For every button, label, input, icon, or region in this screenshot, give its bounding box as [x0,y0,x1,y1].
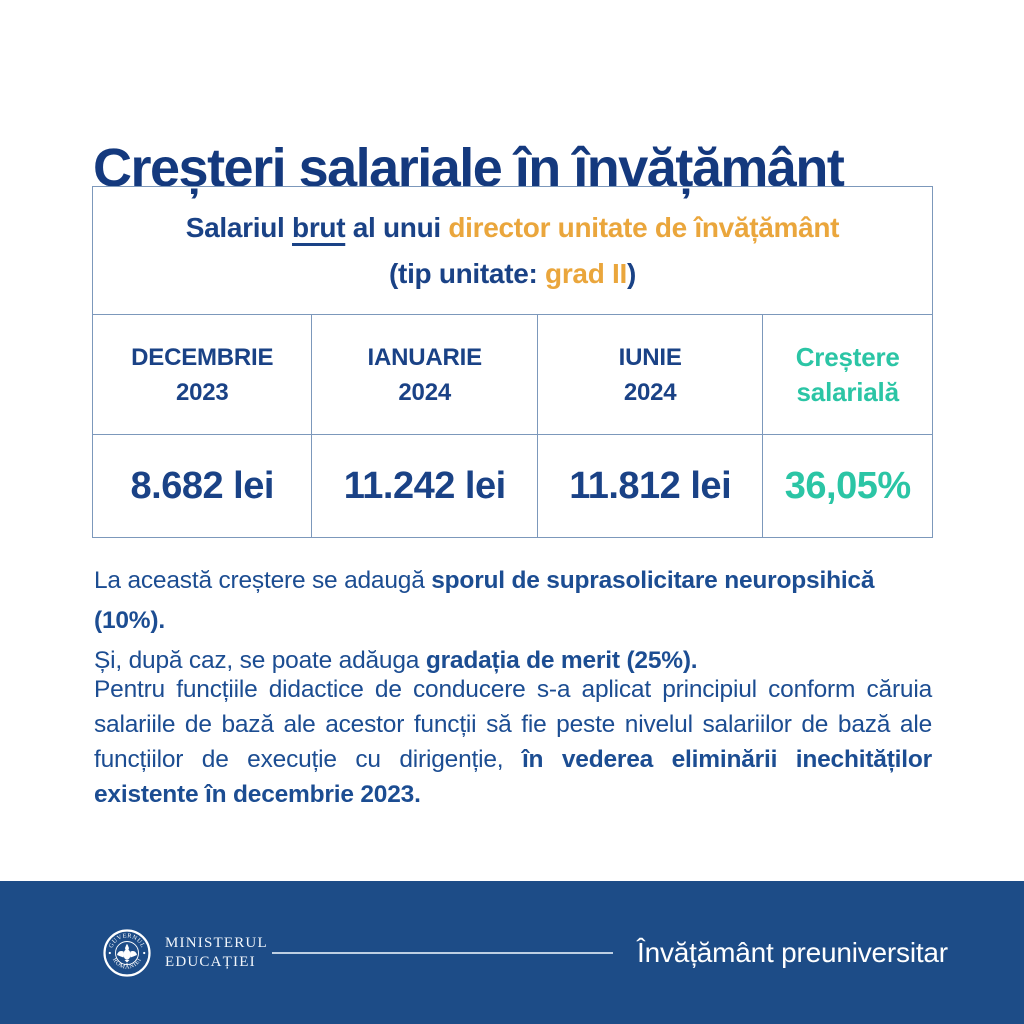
guvernul-romaniei-seal-icon [103,929,151,977]
value-ianuarie-2024: 11.242 lei [311,434,536,537]
svg-text:ROMÂNIEI: ROMÂNIEI [110,956,144,971]
eagle-emblem [117,944,137,963]
salary-table [92,186,933,538]
salary-table-title-line2: (tip unitate: grad II) [389,257,636,289]
column-header-crestere-salariala: Creștere salarială [762,315,932,434]
salary-table-title [93,187,932,315]
page-title: Creșteri salariale în învățământ [93,138,844,199]
column-header-decembrie-2023: DECEMBRIE 2023 [131,343,274,406]
footer-divider-line [272,952,613,954]
salary-table-title-line1: Salariul brut al unui director unitate de învățământ [185,211,840,243]
column-header-iunie-2024: IUNIE 2024 [537,315,762,434]
paragraph-sporuri [94,561,934,681]
value-iunie-2024: 11.812 lei [537,434,762,537]
paragraph-principiu: Pentru funcțiile didactice de conducere s-a aplicat principiul conform căruia salariile de bază ale acestor funcții să fie peste nivelul salariilor de bază ale funcțiilor de execuție cu dirigenție, în vederea eliminării inechităților existente în decembrie 2023. [94,676,932,808]
salary-table-grid [93,315,932,537]
paragraph-sporuri-line1: La această creștere se adaugă sporul de suprasolicitare neuropsihică (10%). [94,567,875,634]
value-decembrie-2023: 8.682 lei [93,434,311,537]
column-header-ianuarie-2024: IANUARIE 2024 [311,315,536,434]
footer-bar [0,881,1024,1024]
paragraph-sporuri-line2: Și, după caz, se poate adăuga gradația de merit (25%). [94,647,698,674]
svg-text:GUVERNUL: GUVERNUL [107,932,147,950]
program-name: Învățământ preuniversitar [637,936,948,968]
ministry-name: MINISTERUL EDUCAȚIEI [165,934,268,970]
value-crestere-salariala: 36,05% [762,434,932,537]
